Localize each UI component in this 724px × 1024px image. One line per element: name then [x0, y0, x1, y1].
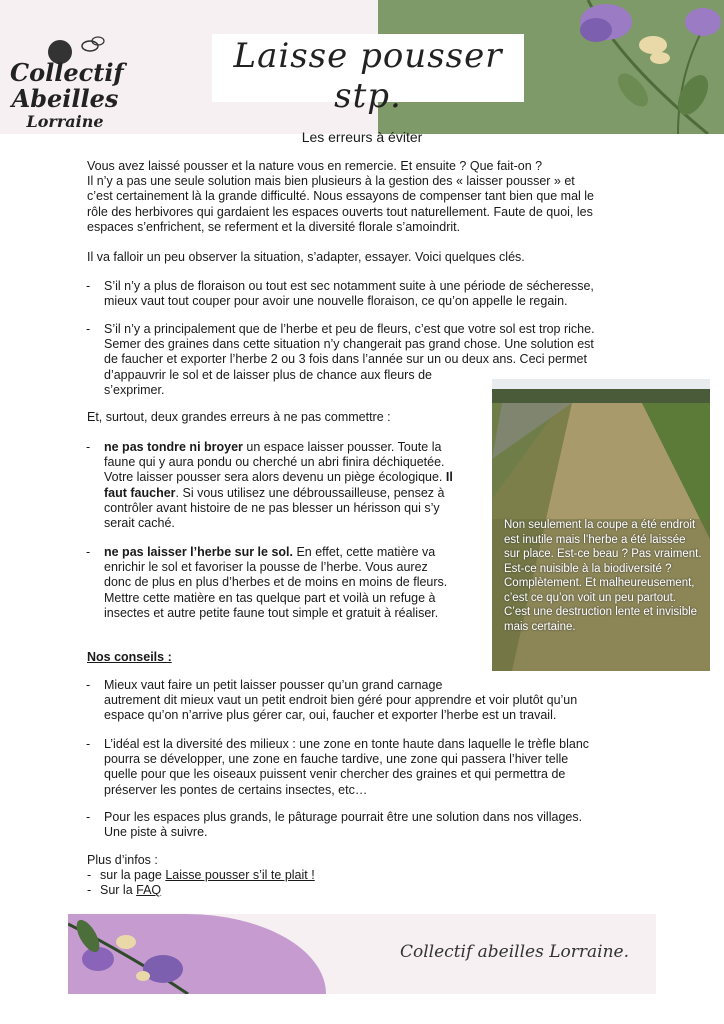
laisse-pousser-link[interactable]: Laisse pousser s’il te plait ! [165, 868, 315, 883]
logo-line-1: Collectif [10, 58, 124, 87]
list-item: - S’il n’y a principalement que de l’herbe et peu de fleurs, c’est que votre sol est trop riche. Semer des graines dans cette situation n’y changerait pas grand chose. Une solution est de faucher et exporter l’herbe 2 ou 3 fois dans l’année sur un ou deux ans. Ceci permet d’appauvrir le sol et de laisser plus de chance aux fleurs de s’exprimer. [86, 322, 595, 397]
intro-keys: Il va falloir un peu observer la situation, s’adapter, essayer. Voici quelques clés. [87, 250, 525, 264]
intro-line: rôle des herbivores qui gardaient les espaces ouverts tout naturellement. Faute de quoi, les [87, 204, 593, 219]
tips-heading: Nos conseils : [87, 650, 172, 664]
intro-line: c’est certainement là la grande difficulté. Nous essayons de compenser tant bien que mal le [87, 189, 595, 204]
intro-paragraph [87, 159, 647, 235]
list-item: - Pour les espaces plus grands, le pâturage pourrait être une solution dans nos villages. Une piste à suivre. [86, 810, 583, 840]
list-item-error-2: - ne pas laisser l’herbe sur le sol. En effet, cette matière va enrichir le sol et favoriser la pousse de l’herbe. Vous aurez donc de plus en plus d’herbes et de moins en moins de fleurs. Mettre cette matière en tas quelque part et voilà un refuge à insectes et autre petite faune tout simple et gratuit à réaliser. [86, 545, 448, 620]
intro-line: Il n’y a pas une seule solution mais bien plusieurs à la gestion des « laisser pousser » et [87, 174, 575, 189]
intro-line: espaces s’enfrichent, se referment et la diversité florale s’amoindrit. [87, 219, 461, 234]
errors-intro: Et, surtout, deux grandes erreurs à ne pas commettre : [87, 410, 391, 424]
collectif-abeilles-logo [10, 36, 124, 132]
intro-line: Vous avez laissé pousser et la nature vous en remercie. Et ensuite ? Que fait-on ? [87, 159, 543, 173]
section-title: Les erreurs à éviter [301, 129, 423, 145]
faq-link[interactable]: FAQ [136, 883, 162, 898]
list-item-error-1: - ne pas tondre ni broyer un espace laisser pousser. Toute la faune qui y aura pondu ou cherché un abri finira déchiquetée. Votre laisser pousser sera alors devenu un piège écologique. Il faut faucher. Si vous utilisez une débroussailleuse, pensez à contrôler avant histoire de ne pas blesser un hérisson qui s’y serait caché. [86, 440, 453, 531]
photo-caption: Non seulement la coupe a été endroit est inutile mais l’herbe a été laissée sur place. Est-ce beau ? Pas vraiment. Est-ce nuisible à la biodiversité ? Complètement. Et malheureusement, c’est ce qu’on voit un peu partout. C’est une destruction lente et invisible mais certaine. [504, 519, 702, 633]
list-item: - S’il n’y a plus de floraison ou tout est sec notamment suite à une période de sécheresse, mieux vaut tout couper pour avoir une nouvelle floraison, ce qu’on appelle le regain. [86, 279, 594, 309]
logo-line-3: Lorraine [26, 112, 104, 131]
footer-purple-shape [68, 914, 326, 994]
more-info-title: Plus d’infos : [87, 853, 158, 867]
list-item: - L’idéal est la diversité des milieux : une zone en tonte haute dans laquelle le trèfle blanc pourra se développer, une zone en fauche tardive, une zone qui passera l’hiver telle quelle pour que les oiseaux puissent venir chercher des graines et qui permettra de préserver les pontes de certains insectes, etc… [86, 737, 590, 797]
logo-line-2: Abeilles [11, 84, 119, 113]
list-item: - Mieux vaut faire un petit laisser pousser qu’un grand carnage autrement dit mieux vaut un petit endroit bien géré pour apprendre et voir plutôt qu’un espace qu’on n’arrive plus gérer car, oui, faucher et exporter l’herbe est un travail. [86, 678, 578, 723]
footer-flower-illustration [68, 914, 326, 994]
footer-signature: Collectif abeilles Lorraine. [400, 942, 630, 962]
page-title: Laisse pousser stp. [233, 36, 503, 116]
more-info: Plus d’infos : - sur la page Laisse pousser s’il te plait ! - Sur la FAQ [87, 853, 487, 899]
